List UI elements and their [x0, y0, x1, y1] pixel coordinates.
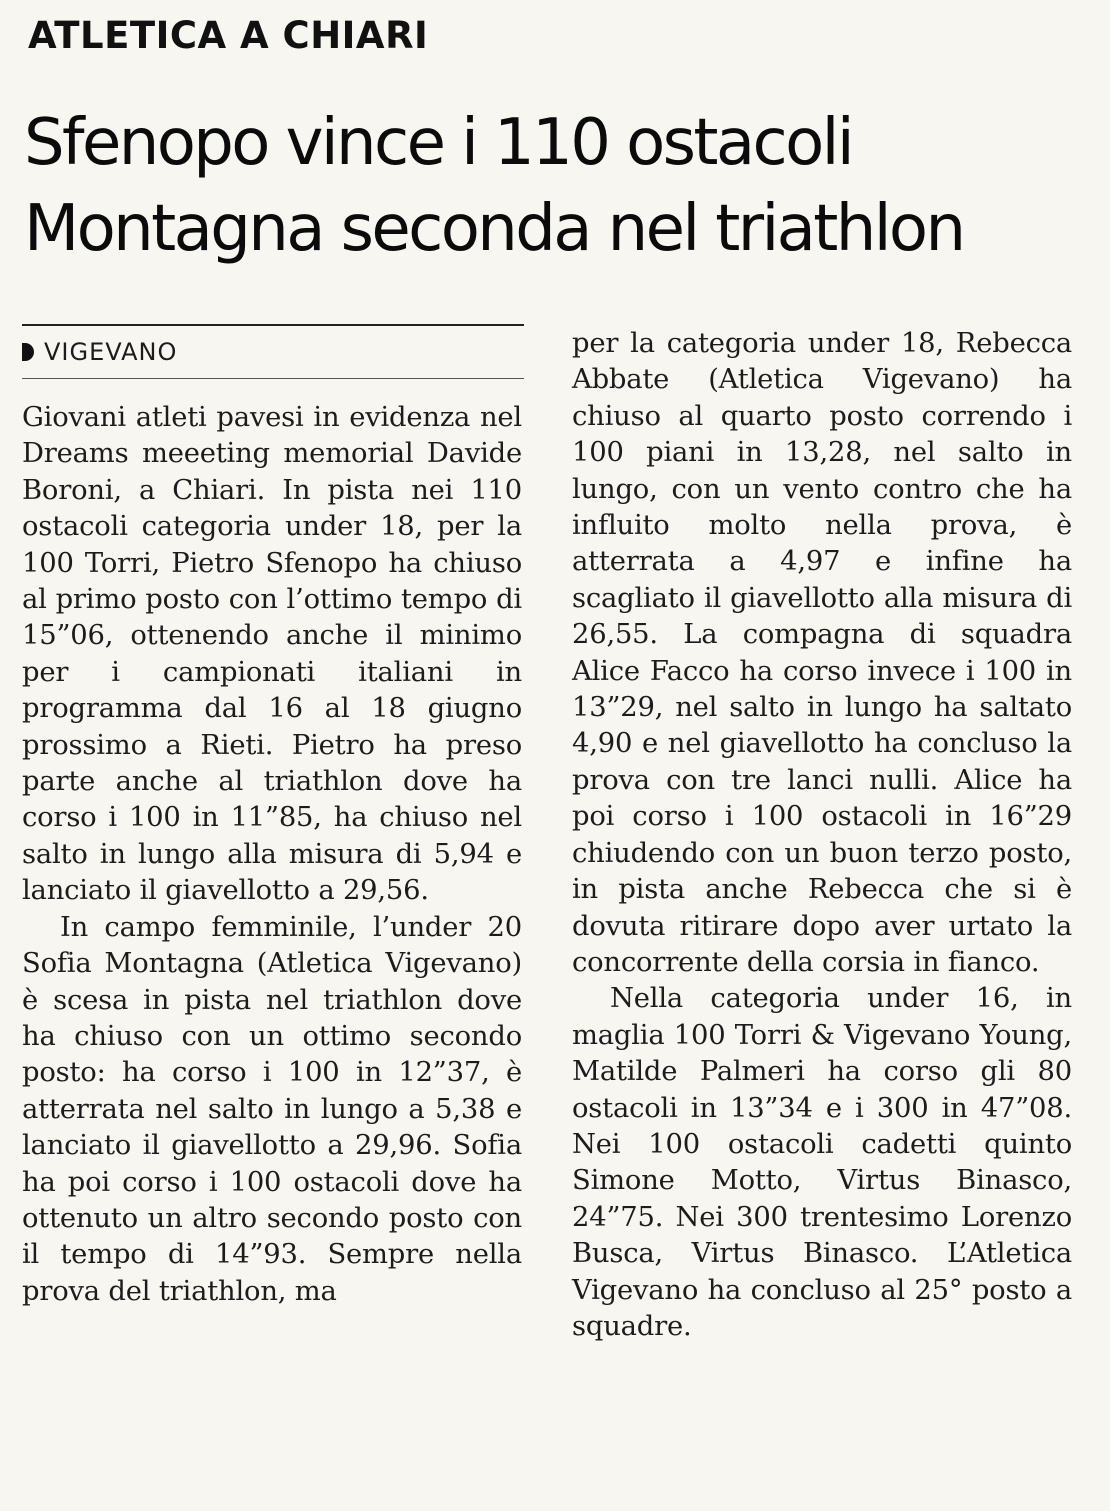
right-paragraph-2: Nella categoria under 16, in maglia 100 Torri & Vigevano Young, Matilde Palmeri ha corso gli 80 ostacoli in 13”34 e i 300 in 47”08. Nei 100 ostacoli cadetti quinto Simone Motto, Virtus Binasco, 24”75. Nei 300 trentesimo Lorenzo Busca, Virtus Binasco. L’Atletica Vigevano ha concluso al 25° posto a squadre.: [572, 983, 1072, 1342]
article-column-right: [572, 326, 1072, 1345]
article-kicker: ATLETICA A CHIARI: [28, 14, 429, 57]
article-headline: [24, 100, 1084, 272]
dateline: [22, 338, 177, 366]
article-column-left: [22, 400, 522, 1310]
left-paragraph-2: In campo femminile, l’under 20 Sofia Montagna (Atletica Vigevano) è scesa in pista nel triathlon dove ha chiuso con un ottimo secondo posto: ha corso i 100 in 12”37, è atterrata nel salto in lungo a 5,38 e lanciato il giavellotto a 29,96. Sofia ha poi corso i 100 ostacoli dove ha ottenuto un altro secondo posto con il tempo di 14”93. Sempre nella prova del triathlon, ma: [22, 911, 522, 1307]
right-paragraph-1: per la categoria under 18, Rebecca Abbate (Atletica Vigevano) ha chiuso al quarto posto correndo i 100 piani in 13,28, nel salto in lungo, con un vento contro che ha influito molto nella prova, è atterrata a 4,97 e infine ha scagliato il giavellotto alla misura di 26,55. La compagna di squadra Alice Facco ha corso invece i 100 in 13”29, nel salto in lungo ha saltato 4,90 e nel giavellotto ha concluso la prova con tre lanci nulli. Alice ha poi corso i 100 ostacoli in 16”29 chiudendo con un buon terzo posto, in pista anche Rebecca che si è dovuta ritirare dopo aver urtato la concorrente della corsia in fianco.: [572, 328, 1072, 978]
left-paragraph-1: Giovani atleti pavesi in evidenza nel Dreams meeeting memorial Davide Boroni, a Chiari. In pista nei 110 ostacoli categoria under 18, per la 100 Torri, Pietro Sfenopo ha chiuso al primo posto con l’ottimo tempo di 15”06, ottenendo anche il minimo per i campionati italiani in programma dal 16 al 18 giugno prossimo a Rieti. Pietro ha preso parte anche al triathlon dove ha corso i 100 in 11”85, ha chiuso nel salto in lungo alla misura di 5,94 e lanciato il giavellotto a 29,56.: [22, 402, 522, 907]
headline-line-2: Montagna seconda nel triathlon: [24, 192, 964, 266]
headline-line-1: Sfenopo vince i 110 ostacoli: [24, 106, 853, 180]
dateline-top-rule: [22, 324, 524, 326]
dateline-bottom-rule: [22, 378, 524, 379]
dateline-marker-icon: [22, 343, 34, 361]
dateline-city: VIGEVANO: [44, 338, 178, 366]
